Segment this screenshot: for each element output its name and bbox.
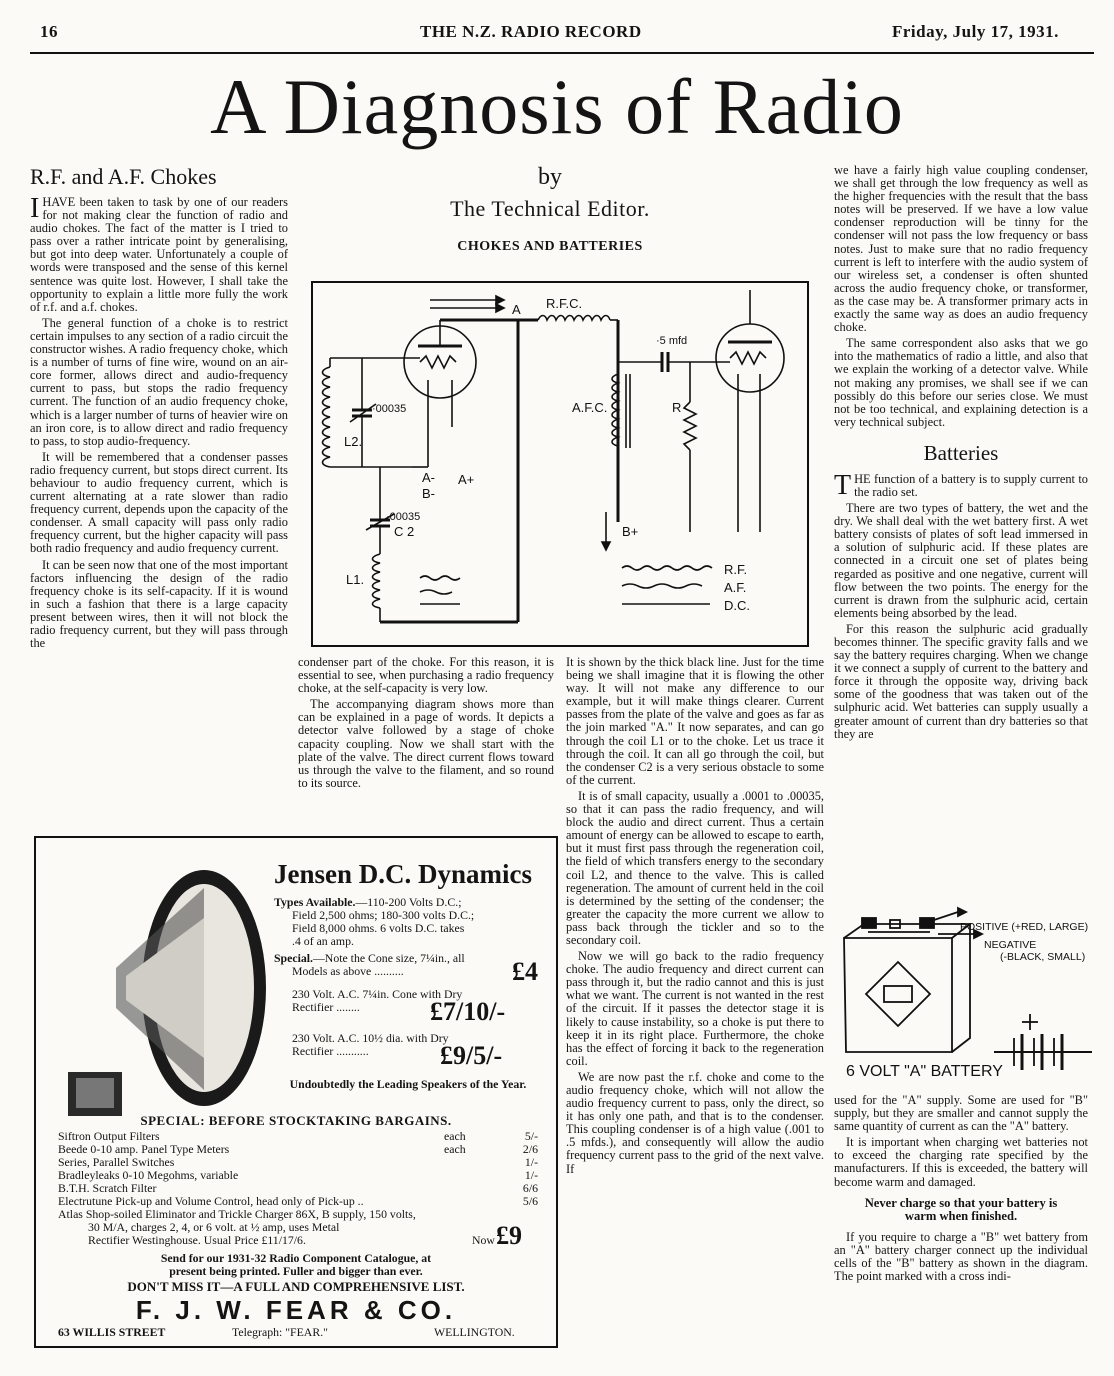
b-minus-label: B- (422, 486, 435, 501)
article-title: A Diagnosis of Radio (210, 63, 904, 150)
paragraph: used for the "A" supply. Some are used for "B" supply, but they are smaller and cannot supply the same quantity of current as can the "A" battery. (834, 1093, 1088, 1134)
fear-co-advertisement (34, 836, 558, 1348)
paragraph: We are now past the r.f. choke and come to the audio frequency choke, which will not allow the audio frequency current to pass, only the direct, so it has only one path, and that is to the condenser. This coupling condenser is of a high value (.001 to .5 mfds.), and consequently will allow the audio frequency current pass to the grid of the next valve. If (566, 1069, 824, 1176)
legend-dc-label: D.C. (724, 598, 750, 613)
junction-a-label: A (512, 302, 521, 317)
list-item: Electrutune Pick-up and Volume Control, head only of Pick-up .. 5/6 (58, 1194, 538, 1208)
rf-choke (538, 316, 610, 321)
l1-label: L1. (346, 572, 365, 587)
paragraph: It is important when charging wet batteries not to exceed the charging rate specified by the manufacturers. If this is exceeded, the battery will become warm and damaged. (834, 1135, 1088, 1189)
paragraph: It can be seen now that one of the most important factors influencing the design of the radio frequency choke is its self-capacity. If it is wound in such a fashion that there is a large capacity present between wires, then it will not block the radio frequency current, but they will pass through the (30, 557, 288, 651)
section-heading-chokes: R.F. and A.F. Chokes (30, 164, 217, 189)
coil-l2 (323, 367, 331, 467)
paragraph: Now we will go back to the radio frequency choke. The audio frequency and direct current can pass through it, but the radio cannot and this is just what we want. The current is not wanted in the rest of the circuit. If it passes the detector stage it is likely to cause instability, so a choke is put there to keep it in its right place. Furthermore, the choke has the effect of forcing it back to the regeneration coil. (566, 949, 824, 1068)
ad-tagline: Undoubtedly the Leading Speakers of the Year. (289, 1077, 527, 1091)
output-valve (716, 324, 784, 392)
column-1 (30, 164, 288, 653)
offer-230v-7in-price: £7/10/- (430, 997, 506, 1026)
byline-author: The Technical Editor. (450, 196, 650, 221)
circuit-diagram (300, 262, 820, 652)
negative-terminal-note: (-BLACK, SMALL) (1000, 951, 1086, 963)
types-available: Types Available.—110-200 Volts D.C.; Field 2,500 ohms; 180-300 volts D.C.; Field 8,000 ohms. 6 volts D.C. takes .4 of an amp. (274, 895, 475, 948)
catalogue-notice: Send for our 1931-32 Radio Component Catalogue, at present being printed. Fuller and bigger than ever. (160, 1251, 432, 1278)
company-name: F. J. W. FEAR & CO. (135, 1295, 457, 1325)
callout-warning: Never charge so that your battery is warm when finished. (864, 1195, 1058, 1223)
list-item: B.T.H. Scratch Filter 6/6 (58, 1181, 538, 1195)
paragraph: It will be remembered that a condenser passes radio frequency current, but stops direct current. Its behaviour to audio frequency current, which is current alternating at a rate slower than radio frequency current, depends upon the capacity of the condenser. A small capacity will pass only radio frequency current, but the higher capacity will pass both radio frequency and audio frequency current. (30, 449, 288, 556)
legend-rf-label: R.F. (724, 562, 748, 577)
rfc-label: R.F.C. (546, 296, 583, 311)
offer-230v-7in: 230 Volt. A.C. 7¼in. Cone with Dry Rectifier ........ (292, 987, 463, 1014)
paragraph: There are two types of battery, the wet and the dry. We shall deal with the wet battery first. A wet battery consists of plates of soft lead immersed in a solution of sulphuric acid. If these plates are connected in a circuit one set of plates being regarded as positive and one negative, current will flow between the two points. The energy for the current is drawn from the sulphuric acid, certain elements being absorbed by the lead. (834, 501, 1088, 620)
negative-terminal-label: NEGATIVE (984, 939, 1037, 951)
column-4 (834, 164, 1088, 744)
column-2 (298, 656, 554, 793)
l2-label: L2. (344, 434, 363, 449)
battery-badge (866, 962, 930, 1026)
battery-case (844, 938, 952, 1052)
column-4-continued (834, 1094, 1088, 1286)
bargains-heading: SPECIAL: BEFORE STOCKTAKING BARGAINS. (140, 1113, 452, 1128)
byline-by: by (538, 164, 562, 190)
offer-230v-10in: 230 Volt. A.C. 10½ dia. with Dry Rectifier ........... (292, 1031, 449, 1058)
paragraph: It is shown by the thick black line. Just for the time being we shall imagine that it is flowing the other way. It will not make any difference to our example, but it will make things clearer. Current passes from the plate of the valve and goes as far as the join marked "A." It now separates, and can go through the coil L1 or to the choke. Let us trace it through the coil. It can all go through the coil, but the condenser C2 is a very serious obstacle to some of the current. (566, 655, 824, 787)
paragraph: The same correspondent also asks that we go into the mathematics of radio a little, and also that we explain the working of a detector valve. While not making any promises, we shall see if we can possibly do this before our series close. We must not be too technical, and explaining detection is a very technical subject. (834, 336, 1088, 429)
section-heading-batteries: Batteries (923, 440, 999, 465)
list-item: Siftron Output Filters each 5/- (58, 1129, 538, 1143)
company-telegraph: Telegraph: "FEAR." (232, 1325, 328, 1339)
resistor-label: R (672, 400, 682, 415)
list-item: Series, Parallel Switches 1/- (58, 1155, 538, 1169)
paragraph: The accompanying diagram shows more than can be explained in a page of words. It depicts a detector valve followed by a stage of choke capacity coupling. Now we shall start with the plate of the valve. The direct current flows toward us through the valve to the filament, and so round to its source. (298, 697, 554, 790)
a-minus-label: A- (422, 470, 435, 485)
a-plus-label: A+ (458, 472, 475, 487)
dont-miss-line: DON'T MISS IT—A FULL AND COMPREHENSIVE LIST. (127, 1279, 465, 1294)
offer-230v-10in-price: £9/5/- (440, 1041, 503, 1070)
b-plus-label: B+ (622, 524, 639, 539)
legend-rf-line (622, 566, 712, 570)
publication-name: THE N.Z. RADIO RECORD (420, 22, 642, 41)
coil-l1 (373, 554, 381, 608)
c2-value-label: ·00035 (386, 511, 421, 523)
paragraph: If you require to charge a "B" wet battery from an "A" battery charger connect up the individual cells of the "B" battery as shown in the diagram. The point marked with a cross indi- (834, 1229, 1088, 1284)
paragraph: IHAVE been taken to task by one of our readers for not making clear the function of radio and audio chokes. The fact of the matter is I tried to pass over a rather intricate point by generalising, but got into deep water. Unfortunately a couple of words were transposed and the sense of this kernel sentence was quite lost. However, I shall take the opportunity to explain a little more fully the work of r.f. and a.f. chokes. (30, 193, 288, 314)
issue-date: Friday, July 17, 1931. (892, 22, 1059, 41)
section-kicker: CHOKES AND BATTERIES (457, 239, 643, 254)
company-city: WELLINGTON. (434, 1325, 515, 1339)
paragraph: condenser part of the choke. For this reason, it is essential to see, when purchasing a radio frequency choke, at the self-capacity is very low. (298, 655, 554, 696)
legend-af-line (622, 584, 702, 588)
bargains-list (58, 1130, 538, 1247)
header-rule (30, 52, 1094, 54)
ad-headline: Jensen D.C. Dynamics (274, 859, 533, 889)
list-item: 30 M/A, charges 2, 4, or 6 volt. at ½ amp, uses Metal (88, 1220, 340, 1234)
afc-label: A.F.C. (572, 400, 608, 415)
special-offer: Special.—Note the Cone size, 7¼in., all Models as above .......... (274, 951, 465, 978)
legend-af-label: A.F. (724, 580, 747, 595)
paragraph: The general function of a choke is to restrict certain impulses to any section of a radio circuit the constructor wishes. A radio frequency choke, which is a number of turns of fine wire, wound on an air-core former, allows direct and audio-frequency current to pass, but stops the radio frequency current. The function of an audio frequency choke, which is a larger number of turns of heavier wire on an iron core, is to allow direct and radio frequency to pass, to stop audio-frequency. (30, 315, 288, 448)
positive-terminal-label: POSITIVE (+RED, LARGE) (960, 921, 1089, 933)
battery-caption: 6 VOLT "A" BATTERY (846, 1063, 1003, 1080)
grid-resistor (684, 402, 696, 450)
special-price: £4 (512, 957, 538, 986)
list-item: Bradleyleaks 0-10 Megohms, variable 1/- (58, 1168, 538, 1182)
paragraph: THE function of a battery is to supply current to the radio set. (834, 469, 1088, 501)
c2-label: C 2 (394, 524, 415, 539)
page-number: 16 (40, 22, 58, 41)
paragraph: we have a fairly high value coupling condenser, we shall get through the low frequency as well as the higher frequencies with the result that the bass notes will be preserved. If we have a low value condenser reproduction will be tinny for the condenser will not pass the low frequency or bass notes. Just to make sure that no radio frequency current is left to interfere with the audio system of our wireless set, a condenser is often shunted across the audio frequency choke, or transformer, as the case may be. A transformer primary acts in exactly the same way as does an audio frequency choke. (834, 163, 1088, 335)
column-3 (566, 656, 824, 1179)
paragraph: For this reason the sulphuric acid gradually becomes thinner. The specific gravity falls and we say the battery requires charging. When we change it we connect a supply of current to the battery and force it through the opposite way, driving back some of the goodness that was taken out of the sulphuric acid. Wet batteries can supply usually a greater amount of current than dry batteries so that they are (834, 621, 1088, 741)
list-item: Rectifier Westinghouse. Usual Price £11/17/6. Now (88, 1233, 495, 1247)
speaker-illustration (56, 858, 274, 1128)
company-address: 63 WILLIS STREET (58, 1325, 166, 1339)
c1-value-label: ·00035 (372, 403, 407, 415)
battery-diagram (834, 906, 1104, 1092)
list-item: Atlas Shop-soiled Eliminator and Trickle Charger 86X, B supply, 150 volts, (58, 1207, 416, 1221)
list-item: Beede 0-10 amp. Panel Type Meters each 2/6 (58, 1142, 538, 1156)
paragraph: It is of small capacity, usually a .0001 to .00035, so that it can pass the radio frequency, and will block the audio and direct current. Thus a certain amount of energy can be allowed to escape to earth, but it must first pass through the regeneration coil, the field of which transfers energy to the secondary coil L2, and thence to the valve. This is called regeneration. The amount of current held in the coil is determined by the setting of the condenser; the greater the capacity the more current we allow to pass back through the tickler and so to the secondary coil. (566, 788, 824, 947)
atlas-price: £9 (496, 1221, 522, 1250)
coupling-cap-label: ·5 mfd (656, 335, 688, 347)
